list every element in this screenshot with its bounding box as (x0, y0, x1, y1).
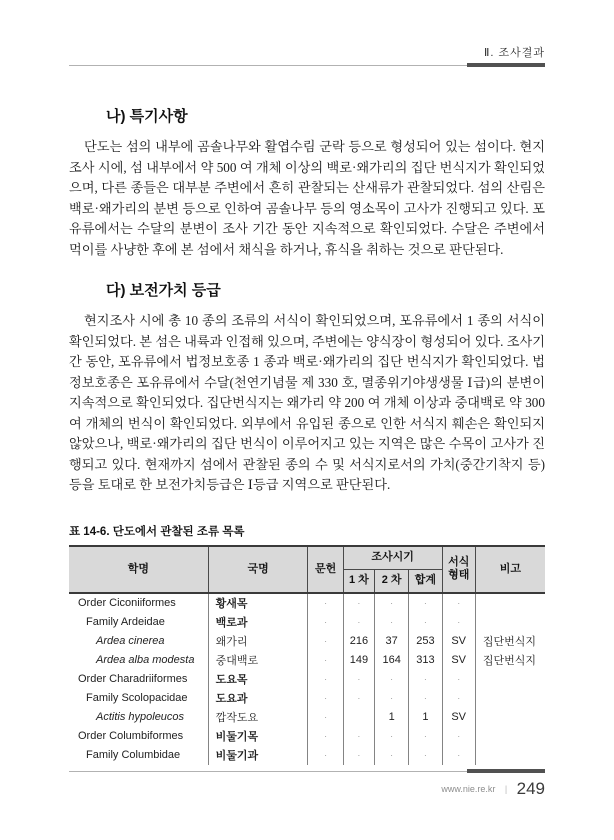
cell-sum: · (409, 670, 442, 689)
cell-kor: 도요과 (208, 689, 308, 708)
cell-sum: · (409, 727, 442, 746)
cell-kor: 황새목 (208, 593, 308, 613)
cell-sum: · (409, 593, 442, 613)
bird-species-table (69, 545, 545, 765)
cell-sum: · (409, 613, 442, 632)
cell-note (475, 670, 545, 689)
table-row (69, 689, 545, 708)
table-header (69, 546, 545, 593)
cell-kor: 깝작도요 (208, 708, 308, 727)
cell-kor: 도요목 (208, 670, 308, 689)
paragraph-special-notes: 단도는 섬의 내부에 곰솔나무와 활엽수림 군락 등으로 형성되어 있는 섬이다. 현지 조사 시에, 섬 내부에서 약 500 여 개체 이상의 백로·왜가리의 집단 번식지가 확인되었으며, 다른 종들은 대부분 주변에서 흔히 관찰되는 산새류가 관찰되었다. 섬의 산림은 백로·왜가리의 분변 등으로 인하여 곰솔나무 등의 영소목이 고사가 진행되고 있다. 포유류에서는 수달의 분변이 조사 기간 동안 지속적으로 확인되었다. 수달은 주변에서 먹이를 사냥한 후에 본 섬에서 채식을 하거나, 휴식을 취하는 것으로 판단된다. (69, 139, 545, 257)
footer-text (69, 779, 545, 799)
cell-sum: 253 (409, 632, 442, 651)
table-row (69, 632, 545, 651)
cell-s2: · (375, 670, 409, 689)
cell-note (475, 708, 545, 727)
cell-s1: · (343, 746, 374, 765)
page-number: 249 (516, 779, 545, 798)
cell-doc: · (308, 613, 343, 632)
section-heading-conservation-grade: 다) 보전가치 등급 (106, 282, 221, 299)
table-row (69, 593, 545, 613)
footer-rule-accent (467, 769, 545, 773)
cell-sci: Order Ciconiiformes (69, 593, 208, 613)
cell-note (475, 593, 545, 613)
column-header-scientific-name: 학명 (69, 546, 208, 593)
cell-hab: · (442, 593, 475, 613)
column-header-survey-period: 조사시기 (343, 546, 442, 570)
cell-kor: 왜가리 (208, 632, 308, 651)
footer-rule (69, 769, 545, 774)
column-header-remarks: 비고 (475, 546, 545, 593)
table-row (69, 613, 545, 632)
cell-kor: 중대백로 (208, 651, 308, 670)
habitat-header-line2: 형태 (448, 569, 470, 581)
cell-note (475, 746, 545, 765)
page-footer (69, 766, 545, 799)
cell-s2: · (375, 689, 409, 708)
footer-separator: | (504, 784, 508, 794)
cell-s1: · (343, 613, 374, 632)
paragraph-conservation-grade: 현지조사 시에 총 10 종의 조류의 서식이 확인되었으며, 포유류에서 1 종의 서식이 확인되었다. 본 섬은 내륙과 인접해 있으며, 주변에는 양식장이 형성되어 있다. 조사기간 동안, 포유류에서 법정보호종 1 종과 백로·왜가리의 집단 번식지가 확인되었다. 법정보호종은 포유류에서 수달(천연기념물 제 330 호, 멸종위기야생생물 Ⅰ급)의 분변이 지속적으로 확인되었다. 집단번식지는 왜가리 약 200 여 개체 이상과 중대백로 약 300 여 개체의 번식이 확인되었다. 외부에서 유입된 종으로 인한 서식지 훼손은 확인되지 않았으나, 백로·왜가리의 집단 번식이 이루어지고 있는 지역은 많은 수목이 고사가 진행되고 있다. 현재까지 섬에서 관찰된 종의 수 및 서식지로서의 가치(중간기착지 등) 등을 토대로 한 보전가치등급은 Ⅰ등급 지역으로 판단된다. (69, 313, 545, 492)
header-rule (69, 63, 545, 68)
cell-s2: · (375, 613, 409, 632)
cell-doc: · (308, 689, 343, 708)
cell-sum: · (409, 689, 442, 708)
cell-hab: SV (442, 651, 475, 670)
cell-s2: · (375, 727, 409, 746)
table-row (69, 746, 545, 765)
cell-sci: Ardea cinerea (69, 632, 208, 651)
header-rule-accent (467, 63, 545, 67)
footer-website: www.nie.re.kr (441, 784, 496, 794)
cell-hab: · (442, 613, 475, 632)
cell-kor: 비둘기목 (208, 727, 308, 746)
cell-s2: 164 (375, 651, 409, 670)
bird-table-body (69, 593, 545, 765)
cell-note: 집단번식지 (475, 651, 545, 670)
cell-hab: · (442, 727, 475, 746)
table-caption: 표 14-6. 단도에서 관찰된 조류 목록 (69, 525, 245, 538)
cell-s2: · (375, 593, 409, 613)
cell-doc: · (308, 632, 343, 651)
cell-sci: Family Columbidae (69, 746, 208, 765)
cell-note (475, 613, 545, 632)
cell-s1: · (343, 689, 374, 708)
cell-doc: · (308, 727, 343, 746)
cell-hab: · (442, 670, 475, 689)
cell-sci: Ardea alba modesta (69, 651, 208, 670)
cell-note (475, 727, 545, 746)
cell-doc: · (308, 651, 343, 670)
table-row (69, 651, 545, 670)
table-row (69, 670, 545, 689)
cell-sum: 1 (409, 708, 442, 727)
cell-s1: 216 (343, 632, 374, 651)
cell-kor: 비둘기과 (208, 746, 308, 765)
cell-sci: Family Ardeidae (69, 613, 208, 632)
cell-sci: Order Charadriiformes (69, 670, 208, 689)
cell-s2: 1 (375, 708, 409, 727)
cell-sum: 313 (409, 651, 442, 670)
running-head: Ⅱ. 조사결과 (483, 47, 545, 59)
cell-hab: · (442, 689, 475, 708)
column-header-habitat-type (442, 546, 475, 593)
cell-s1 (343, 708, 374, 727)
cell-hab: SV (442, 708, 475, 727)
column-header-literature: 문헌 (308, 546, 343, 593)
cell-note (475, 689, 545, 708)
habitat-header-line1: 서식 (448, 556, 470, 568)
cell-doc: · (308, 670, 343, 689)
column-header-korean-name: 국명 (208, 546, 308, 593)
cell-hab: · (442, 746, 475, 765)
cell-s2: · (375, 746, 409, 765)
cell-sum: · (409, 746, 442, 765)
column-header-survey-total: 합계 (409, 569, 442, 593)
cell-sci: Order Columbiformes (69, 727, 208, 746)
cell-s1: · (343, 593, 374, 613)
cell-note: 집단번식지 (475, 632, 545, 651)
cell-s1: · (343, 670, 374, 689)
column-header-survey-1: 1 차 (343, 569, 374, 593)
cell-s1: · (343, 727, 374, 746)
column-header-survey-2: 2 차 (375, 569, 409, 593)
cell-kor: 백로과 (208, 613, 308, 632)
cell-hab: SV (442, 632, 475, 651)
section-heading-special-notes: 나) 특기사항 (106, 108, 188, 125)
cell-sci: Actitis hypoleucos (69, 708, 208, 727)
cell-s2: 37 (375, 632, 409, 651)
cell-doc: · (308, 708, 343, 727)
cell-sci: Family Scolopacidae (69, 689, 208, 708)
table-row (69, 727, 545, 746)
cell-s1: 149 (343, 651, 374, 670)
cell-doc: · (308, 593, 343, 613)
cell-doc: · (308, 746, 343, 765)
table-row (69, 708, 545, 727)
